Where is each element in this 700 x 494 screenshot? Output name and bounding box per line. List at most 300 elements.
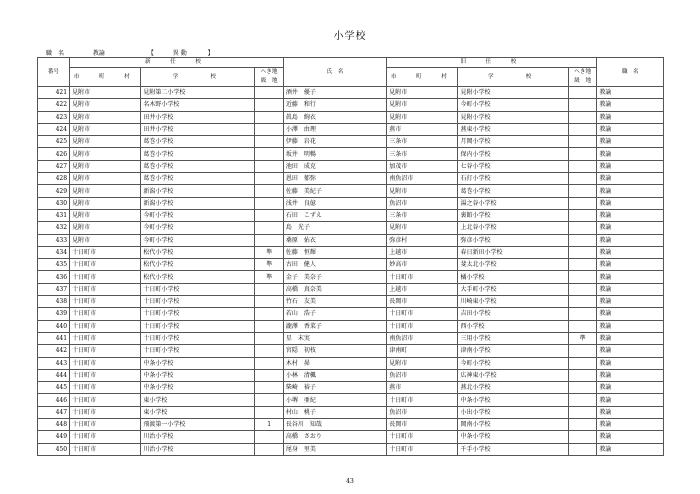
- old-remote-cell: [568, 419, 597, 431]
- new-city-cell: 見附市: [70, 111, 141, 123]
- header-row-groups: [38, 58, 664, 68]
- old-remote-cell: [568, 406, 597, 418]
- old-school-cell: 葛巻小学校: [458, 185, 568, 197]
- name-cell: 若山 浩子: [283, 308, 386, 320]
- transfer-table: [37, 57, 664, 456]
- row-number: 422: [38, 99, 70, 111]
- table-row: [38, 283, 664, 295]
- old-city-cell: 三条市: [387, 209, 458, 221]
- position-cell: 教諭: [597, 369, 664, 381]
- new-remote-header: へき地 級 地: [255, 68, 284, 87]
- new-remote-cell: [255, 136, 284, 148]
- new-city-cell: 見附市: [70, 123, 141, 135]
- row-number: 436: [38, 271, 70, 283]
- new-school-cell: 東小学校: [141, 406, 255, 418]
- new-city-cell: 見附市: [70, 234, 141, 246]
- old-remote-cell: [568, 431, 597, 443]
- position-value: 教諭: [92, 50, 105, 57]
- old-remote-cell: [568, 443, 597, 455]
- new-remote-cell: [255, 283, 284, 295]
- old-city-cell: 十日町市: [387, 320, 458, 332]
- new-school-cell: 十日町小学校: [141, 320, 255, 332]
- table-row: [38, 197, 664, 209]
- row-number: 443: [38, 357, 70, 369]
- old-remote-cell: [568, 345, 597, 357]
- name-cell: 小林 清楓: [283, 369, 386, 381]
- new-remote-cell: [255, 111, 284, 123]
- old-school-cell: 吉田小学校: [458, 308, 568, 320]
- row-number: 424: [38, 123, 70, 135]
- number-header: 番号: [38, 58, 70, 87]
- new-remote-cell: [255, 87, 284, 99]
- name-cell: 眞島 絢衣: [283, 111, 386, 123]
- row-number: 428: [38, 173, 70, 185]
- new-city-cell: 十日町市: [70, 246, 141, 258]
- new-school-cell: 松代小学校: [141, 246, 255, 258]
- row-number: 440: [38, 320, 70, 332]
- new-school-cell: 川治小学校: [141, 443, 255, 455]
- bracket-close: 】: [207, 50, 214, 57]
- table-row: [38, 173, 664, 185]
- table-row: [38, 259, 664, 271]
- old-school-cell: 燕東小学校: [458, 123, 568, 135]
- table-row: [38, 136, 664, 148]
- name-cell: 酒井 優子: [283, 87, 386, 99]
- row-number: 432: [38, 222, 70, 234]
- name-cell: 池田 成克: [283, 160, 386, 172]
- new-remote-cell: [255, 209, 284, 221]
- new-city-cell: 見附市: [70, 87, 141, 99]
- row-number: 426: [38, 148, 70, 160]
- new-school-group-header: 新 任 校: [70, 58, 284, 68]
- old-school-cell: 見附小学校: [458, 87, 568, 99]
- name-cell: 小堺 亜紀: [283, 394, 386, 406]
- old-city-cell: 長岡市: [387, 419, 458, 431]
- new-city-cell: 見附市: [70, 160, 141, 172]
- new-city-cell: 十日町市: [70, 320, 141, 332]
- old-school-group-header: 旧 任 校: [387, 58, 597, 68]
- old-school-cell: 春日新田小学校: [458, 246, 568, 258]
- new-remote-cell: [255, 99, 284, 111]
- new-remote-cell: [255, 394, 284, 406]
- old-city-cell: 十日町市: [387, 443, 458, 455]
- row-number: 421: [38, 87, 70, 99]
- new-remote-cell: 準: [255, 271, 284, 283]
- position-cell: 教諭: [597, 136, 664, 148]
- old-school-cell: 津南小学校: [458, 345, 568, 357]
- old-city-cell: 魚沼市: [387, 197, 458, 209]
- old-remote-cell: [568, 369, 597, 381]
- row-number: 435: [38, 259, 70, 271]
- old-school-cell: 西小学校: [458, 320, 568, 332]
- new-remote-cell: [255, 197, 284, 209]
- position-cell: 教諭: [597, 357, 664, 369]
- position-cell: 教諭: [597, 296, 664, 308]
- name-cell: 坂井 明暢: [283, 148, 386, 160]
- new-city-cell: 十日町市: [70, 271, 141, 283]
- old-remote-cell: [568, 87, 597, 99]
- old-school-cell: 小出小学校: [458, 406, 568, 418]
- old-city-cell: 燕市: [387, 382, 458, 394]
- new-city-cell: 十日町市: [70, 431, 141, 443]
- row-number: 445: [38, 382, 70, 394]
- name-cell: 近藤 和行: [283, 99, 386, 111]
- position-cell: 教諭: [597, 271, 664, 283]
- old-school-cell: 千手小学校: [458, 443, 568, 455]
- old-school-cell: 湯之谷小学校: [458, 197, 568, 209]
- new-school-cell: 中条小学校: [141, 369, 255, 381]
- name-cell: 村山 桃子: [283, 406, 386, 418]
- position-cell: 教諭: [597, 406, 664, 418]
- row-number: 442: [38, 345, 70, 357]
- name-cell: 金子 美奈子: [283, 271, 386, 283]
- position-cell: 教諭: [597, 123, 664, 135]
- position-cell: 教諭: [597, 320, 664, 332]
- name-cell: 柴崎 裕子: [283, 382, 386, 394]
- table-row: [38, 406, 664, 418]
- new-remote-cell: [255, 443, 284, 455]
- table-row: [38, 99, 664, 111]
- old-city-header: 市 町 村: [387, 68, 458, 87]
- old-school-cell: 燕北小学校: [458, 382, 568, 394]
- old-remote-cell: [568, 296, 597, 308]
- name-cell: 竹石 友美: [283, 296, 386, 308]
- old-city-cell: 上越市: [387, 283, 458, 295]
- old-remote-cell: [568, 173, 597, 185]
- old-remote-cell: [568, 234, 597, 246]
- name-cell: 尾身 里美: [283, 443, 386, 455]
- old-remote-cell: [568, 185, 597, 197]
- new-remote-cell: 準: [255, 259, 284, 271]
- position-cell: 教諭: [597, 443, 664, 455]
- new-school-cell: 松代小学校: [141, 271, 255, 283]
- new-school-cell: 東小学校: [141, 394, 255, 406]
- old-remote-cell: [568, 357, 597, 369]
- old-remote-cell: [568, 382, 597, 394]
- old-school-cell: 岡南小学校: [458, 419, 568, 431]
- table-row: [38, 246, 664, 258]
- new-city-cell: 十日町市: [70, 332, 141, 344]
- name-cell: 木村 昴: [283, 357, 386, 369]
- new-city-cell: 十日町市: [70, 357, 141, 369]
- old-school-cell: 保内小学校: [458, 148, 568, 160]
- old-city-cell: 十日町市: [387, 271, 458, 283]
- new-school-cell: 葛巻小学校: [141, 136, 255, 148]
- row-number: 427: [38, 160, 70, 172]
- table-row: [38, 271, 664, 283]
- row-number: 447: [38, 406, 70, 418]
- new-city-cell: 十日町市: [70, 345, 141, 357]
- new-school-cell: 今町小学校: [141, 234, 255, 246]
- new-school-cell: 川治小学校: [141, 431, 255, 443]
- new-remote-cell: [255, 369, 284, 381]
- row-number: 446: [38, 394, 70, 406]
- position-cell: 教諭: [597, 246, 664, 258]
- new-remote-cell: [255, 234, 284, 246]
- page-title: 小学校: [333, 31, 367, 42]
- row-number: 437: [38, 283, 70, 295]
- new-school-cell: 今町小学校: [141, 222, 255, 234]
- old-remote-cell: [568, 136, 597, 148]
- old-city-cell: 十日町市: [387, 308, 458, 320]
- row-number: 438: [38, 296, 70, 308]
- old-remote-cell: [568, 283, 597, 295]
- old-remote-cell: [568, 111, 597, 123]
- new-city-cell: 見附市: [70, 185, 141, 197]
- old-remote-cell: [568, 246, 597, 258]
- row-number: 441: [38, 332, 70, 344]
- position-cell: 教諭: [597, 209, 664, 221]
- old-school-cell: 三用小学校: [458, 332, 568, 344]
- new-city-cell: 見附市: [70, 148, 141, 160]
- name-cell: 高橋 真奈美: [283, 283, 386, 295]
- position-cell: 教諭: [597, 234, 664, 246]
- new-city-cell: 十日町市: [70, 419, 141, 431]
- name-cell: 島 光子: [283, 222, 386, 234]
- new-remote-cell: [255, 406, 284, 418]
- new-school-cell: 十日町小学校: [141, 283, 255, 295]
- table-row: [38, 320, 664, 332]
- old-city-cell: 上越市: [387, 246, 458, 258]
- old-city-cell: 十日町市: [387, 394, 458, 406]
- table-row: [38, 148, 664, 160]
- row-number: 439: [38, 308, 70, 320]
- old-city-cell: 十日町市: [387, 431, 458, 443]
- name-cell: 佐藤 恒輝: [283, 246, 386, 258]
- row-number: 423: [38, 111, 70, 123]
- new-school-cell: 名木野小学校: [141, 99, 255, 111]
- old-school-cell: 裏館小学校: [458, 209, 568, 221]
- new-school-cell: 田井小学校: [141, 111, 255, 123]
- new-school-cell: 十日町小学校: [141, 332, 255, 344]
- name-cell: 恩田 郁弥: [283, 173, 386, 185]
- new-school-cell: 葛巻小学校: [141, 173, 255, 185]
- new-remote-cell: [255, 357, 284, 369]
- table-row: [38, 443, 664, 455]
- new-remote-cell: [255, 222, 284, 234]
- old-school-cell: 大手町小学校: [458, 283, 568, 295]
- table-row: [38, 123, 664, 135]
- name-cell: 桑原 佑衣: [283, 234, 386, 246]
- table-row: [38, 308, 664, 320]
- old-city-cell: 津南町: [387, 345, 458, 357]
- new-school-cell: 今町小学校: [141, 209, 255, 221]
- name-cell: 長谷川 知哉: [283, 419, 386, 431]
- position-cell: 教諭: [597, 259, 664, 271]
- new-remote-cell: [255, 160, 284, 172]
- old-school-cell: 七谷小学校: [458, 160, 568, 172]
- new-remote-cell: [255, 382, 284, 394]
- old-city-cell: 妙高市: [387, 259, 458, 271]
- name-cell: 石田 こずえ: [283, 209, 386, 221]
- new-city-cell: 十日町市: [70, 406, 141, 418]
- old-school-cell: 今町小学校: [458, 99, 568, 111]
- table-row: [38, 357, 664, 369]
- old-city-cell: 三条市: [387, 148, 458, 160]
- table-row: [38, 345, 664, 357]
- transfer-kind: 異動: [172, 50, 189, 57]
- row-number: 450: [38, 443, 70, 455]
- new-city-cell: 十日町市: [70, 443, 141, 455]
- new-remote-cell: [255, 320, 284, 332]
- table-row: [38, 111, 664, 123]
- row-number: 431: [38, 209, 70, 221]
- table-row: [38, 87, 664, 99]
- position-header: 職 名: [597, 58, 664, 87]
- old-remote-cell: [568, 259, 597, 271]
- new-city-header: 市 町 村: [70, 68, 141, 87]
- name-header: 氏 名: [283, 58, 386, 87]
- new-school-cell: 松代小学校: [141, 259, 255, 271]
- old-school-cell: 今町小学校: [458, 357, 568, 369]
- table-row: [38, 419, 664, 431]
- new-remote-cell: [255, 173, 284, 185]
- old-remote-cell: [568, 99, 597, 111]
- old-city-cell: 見附市: [387, 222, 458, 234]
- old-city-cell: 加茂市: [387, 160, 458, 172]
- old-remote-cell: [568, 160, 597, 172]
- new-city-cell: 見附市: [70, 136, 141, 148]
- old-remote-cell: 準: [568, 332, 597, 344]
- new-city-cell: 十日町市: [70, 382, 141, 394]
- new-school-cell: 十日町小学校: [141, 296, 255, 308]
- old-school-cell: 広神東小学校: [458, 369, 568, 381]
- table-row: [38, 394, 664, 406]
- subhead: [46, 48, 215, 57]
- new-remote-cell: [255, 431, 284, 443]
- new-school-cell: 見附第二小学校: [141, 87, 255, 99]
- page-number: 43: [346, 478, 354, 485]
- new-school-cell: 田井小学校: [141, 123, 255, 135]
- position-cell: 教諭: [597, 419, 664, 431]
- table-row: [38, 431, 664, 443]
- new-remote-cell: [255, 123, 284, 135]
- table-row: [38, 222, 664, 234]
- position-label: 職 名: [46, 50, 65, 57]
- name-cell: 高橋 さおり: [283, 431, 386, 443]
- new-remote-cell: 1: [255, 419, 284, 431]
- old-remote-cell: [568, 308, 597, 320]
- position-cell: 教諭: [597, 111, 664, 123]
- old-city-cell: 見附市: [387, 357, 458, 369]
- position-cell: 教諭: [597, 308, 664, 320]
- position-cell: 教諭: [597, 222, 664, 234]
- row-number: 434: [38, 246, 70, 258]
- new-school-cell: 葛巻小学校: [141, 148, 255, 160]
- new-school-cell: 中条小学校: [141, 382, 255, 394]
- table-row: [38, 369, 664, 381]
- position-cell: 教諭: [597, 173, 664, 185]
- old-city-cell: 見附市: [387, 99, 458, 111]
- new-city-cell: 見附市: [70, 173, 141, 185]
- old-remote-header: へき地 級 地: [568, 68, 597, 87]
- row-number: 449: [38, 431, 70, 443]
- table-row: [38, 185, 664, 197]
- old-city-cell: 魚沼市: [387, 369, 458, 381]
- old-remote-cell: [568, 148, 597, 160]
- new-city-cell: 見附市: [70, 99, 141, 111]
- table-body: [38, 87, 664, 456]
- table-row: [38, 296, 664, 308]
- table-row: [38, 382, 664, 394]
- old-school-cell: 見附小学校: [458, 111, 568, 123]
- position-cell: 教諭: [597, 185, 664, 197]
- old-remote-cell: [568, 197, 597, 209]
- old-city-cell: 見附市: [387, 185, 458, 197]
- old-school-cell: 斐太北小学校: [458, 259, 568, 271]
- new-school-cell: 十日町小学校: [141, 308, 255, 320]
- row-number: 429: [38, 185, 70, 197]
- old-city-cell: 南魚沼市: [387, 332, 458, 344]
- row-number: 430: [38, 197, 70, 209]
- old-city-cell: 三条市: [387, 136, 458, 148]
- table-row: [38, 160, 664, 172]
- position-cell: 教諭: [597, 431, 664, 443]
- new-remote-cell: [255, 148, 284, 160]
- position-cell: 教諭: [597, 283, 664, 295]
- old-city-cell: 弥彦村: [387, 234, 458, 246]
- old-city-cell: 見附市: [387, 111, 458, 123]
- old-remote-cell: [568, 209, 597, 221]
- position-cell: 教諭: [597, 197, 664, 209]
- position-cell: 教諭: [597, 345, 664, 357]
- position-cell: 教諭: [597, 160, 664, 172]
- old-school-cell: 弥彦小学校: [458, 234, 568, 246]
- old-school-header: 学 校: [458, 68, 568, 87]
- old-remote-cell: [568, 222, 597, 234]
- new-remote-cell: [255, 332, 284, 344]
- old-school-cell: 中条小学校: [458, 431, 568, 443]
- old-school-cell: 中条小学校: [458, 394, 568, 406]
- new-remote-cell: [255, 345, 284, 357]
- bracket-open: 【: [147, 50, 154, 57]
- position-cell: 教諭: [597, 99, 664, 111]
- name-cell: 佐藤 美紀子: [283, 185, 386, 197]
- new-city-cell: 十日町市: [70, 296, 141, 308]
- old-remote-cell: [568, 320, 597, 332]
- new-school-cell: 新潟小学校: [141, 185, 255, 197]
- table-row: [38, 234, 664, 246]
- old-remote-cell: [568, 271, 597, 283]
- table-row: [38, 332, 664, 344]
- old-school-cell: 橘小学校: [458, 271, 568, 283]
- new-city-cell: 見附市: [70, 197, 141, 209]
- old-school-cell: 上北谷小学校: [458, 222, 568, 234]
- position-cell: 教諭: [597, 87, 664, 99]
- old-school-cell: 川崎東小学校: [458, 296, 568, 308]
- position-cell: 教諭: [597, 332, 664, 344]
- old-city-cell: 燕市: [387, 123, 458, 135]
- new-school-cell: 新潟小学校: [141, 197, 255, 209]
- new-remote-cell: [255, 185, 284, 197]
- name-cell: 星 末実: [283, 332, 386, 344]
- new-city-cell: 十日町市: [70, 369, 141, 381]
- new-city-cell: 見附市: [70, 222, 141, 234]
- old-city-cell: 見附市: [387, 87, 458, 99]
- name-cell: 伊藤 岩花: [283, 136, 386, 148]
- position-cell: 教諭: [597, 148, 664, 160]
- name-cell: 古田 健人: [283, 259, 386, 271]
- name-cell: 小澤 由理: [283, 123, 386, 135]
- new-city-cell: 十日町市: [70, 308, 141, 320]
- old-school-cell: 月岡小学校: [458, 136, 568, 148]
- old-remote-cell: [568, 123, 597, 135]
- row-number: 433: [38, 234, 70, 246]
- new-school-cell: 中条小学校: [141, 357, 255, 369]
- new-school-cell: 葛巻小学校: [141, 160, 255, 172]
- new-city-cell: 十日町市: [70, 394, 141, 406]
- old-remote-cell: [568, 394, 597, 406]
